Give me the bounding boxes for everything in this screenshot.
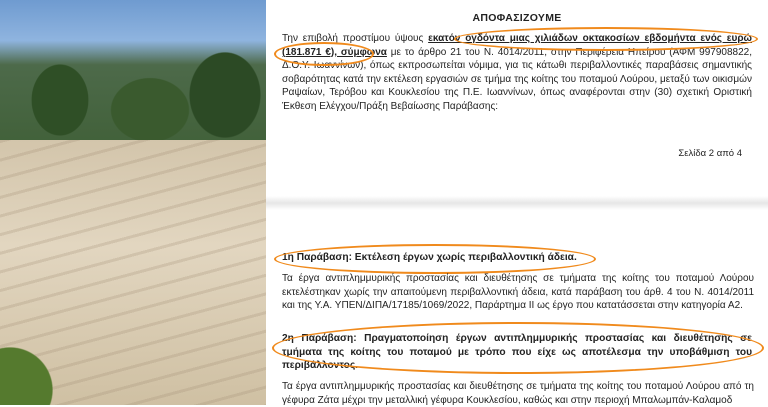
page-number: Σελίδα 2 από 4 bbox=[678, 148, 742, 159]
tree-line bbox=[0, 40, 266, 150]
violation1-title: 1η Παράβαση: Εκτέλεση έργων χωρίς περιβαλλοντική άδεια. bbox=[282, 252, 577, 263]
violation2-title: 2η Παράβαση: Πραγματοποίηση έργων αντιπλημμυρικής προστασίας και διευθέτησης σε τμήματα της κοίτης του ποταμού με τρόπο που είχε ως αποτέλεσμα την υποβάθμιση του περιβάλλοντος. bbox=[282, 333, 752, 372]
fine-paragraph-body: με το άρθρο 21 του Ν. 4014/2011, στην Περιφέρεια Ηπείρου (ΑΦΜ 997908822, Δ.Ο.Υ. Ιωαννίνων), όπως εκπροσωπείται νόμιμα, για τις κάτωθι περιβαλλοντικές παραβάσεις σημαντικής σοβαρότητας κατά την εκτέλεση εργασιών σε τμήμα της κοίτης του ποταμού Λούρου, μεταξύ των οικισμών Ραψαίων, Τερόβου και Κουκλεσίου της Π.Ε. Ιωαννίνων, όπως αναφέρονται στην (30) σχετική Οριστική Έκθεση Ελέγχου/Πράξη Βεβαίωσης Παράβασης: bbox=[282, 46, 752, 112]
grass-foreground bbox=[0, 330, 70, 405]
document-heading: ΑΠΟΦΑΣΙΖΟΥΜΕ bbox=[472, 12, 562, 24]
river-bed-photo bbox=[0, 0, 266, 405]
violation2-text: Τα έργα αντιπλημμυρικής προστασίας και διευθέτησης σε τμήματα της κοίτης του ποταμού Λούρου από τη γέφυρα Ζάτα μέχρι την μεταλλική γέφυρα Κουκλεσίου, καθώς και στην περιοχή Μπαλωμπάν-Καλαμοδ bbox=[282, 381, 754, 406]
fine-paragraph bbox=[282, 32, 752, 114]
violation1-text: Τα έργα αντιπλημμυρικής προστασίας και διευθέτησης σε τμήματα της κοίτης του ποταμού Λούρου εκτελέστηκαν χωρίς την απαιτούμενη περιβαλλοντική άδεια, κατά παράβαση του άρθ. 4 του Ν. 4014/2011 και της Υ.Α. ΥΠΕΝ/ΔΙΠΑ/17185/1069/2022, Παράρτημα ΙΙ ως έργο που κατατάσσεται στην κατηγορία Α2. bbox=[282, 273, 754, 312]
fine-paragraph-intro: Την επιβολή προστίμου ύψους bbox=[282, 33, 429, 44]
page-separator bbox=[266, 196, 768, 210]
fine-amount-emphasis: εκατόν ογδόντα μιας χιλιάδων οκτακοσίων εβδομήντα ενός ευρώ (181.871 €), σύμφωνα bbox=[282, 33, 752, 58]
decision-document bbox=[266, 0, 768, 405]
